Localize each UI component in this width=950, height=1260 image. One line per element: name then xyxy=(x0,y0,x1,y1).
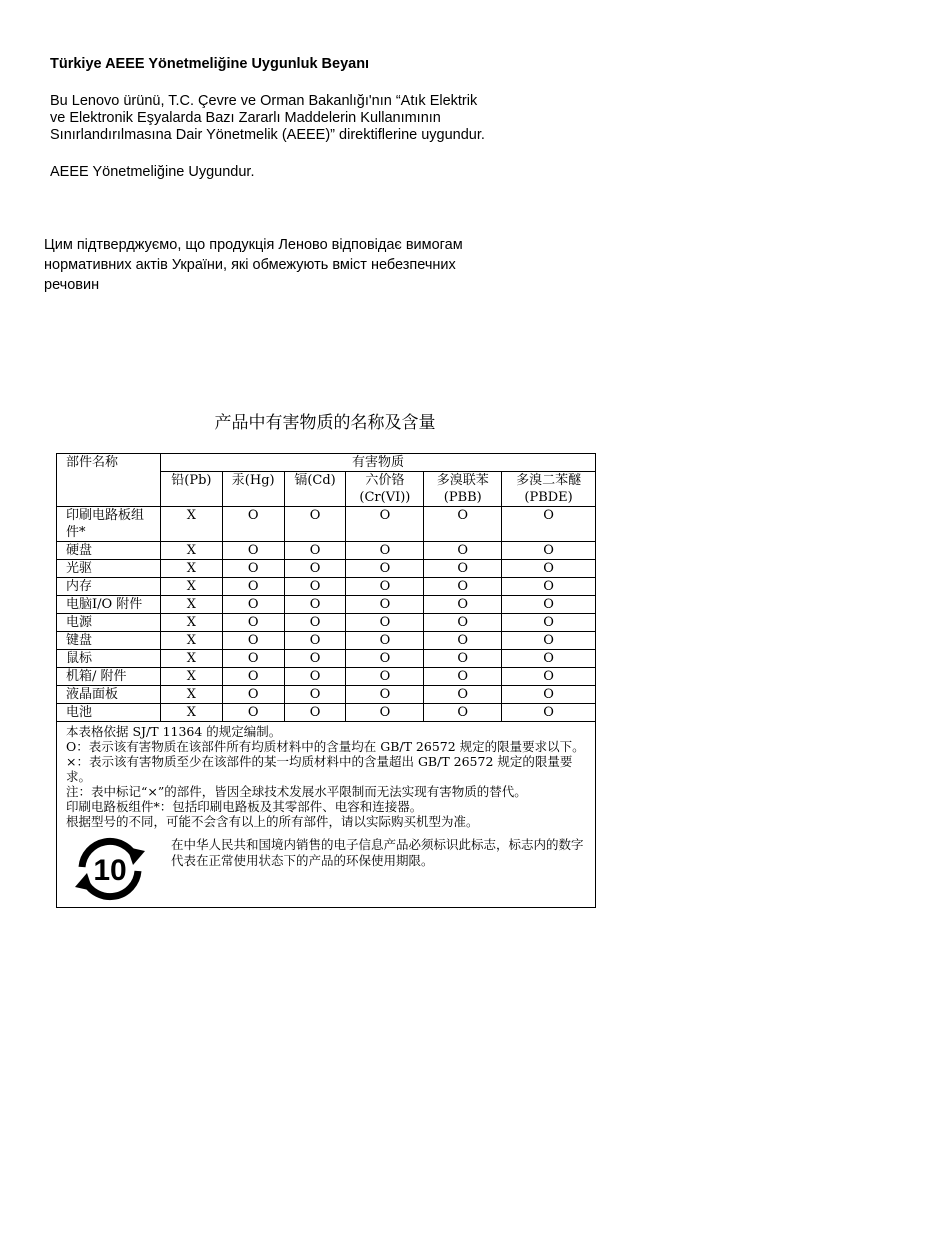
substance-column-header xyxy=(502,472,596,507)
substance-value-cell: O xyxy=(424,578,502,596)
substance-column-header xyxy=(284,472,346,507)
substance-column-header xyxy=(222,472,284,507)
ukrainian-declaration: Цим підтверджуємо, що продукція Леново відповідає вимогам нормативних актів України, які обмежують вміст небезпечних речовин xyxy=(44,237,463,293)
substance-value-cell: O xyxy=(502,596,596,614)
table-row xyxy=(57,542,596,560)
substance-value-cell: O xyxy=(424,596,502,614)
part-name: 光驱 xyxy=(66,561,93,576)
substance-value-cell: O xyxy=(222,560,284,578)
substance-value-cell: O xyxy=(222,596,284,614)
table-header-row xyxy=(57,454,596,472)
hazardous-substances-table xyxy=(56,453,596,908)
part-name-header: 部件名称 xyxy=(57,454,161,507)
part-name-cell xyxy=(57,632,161,650)
substance-value-cell: X xyxy=(160,560,222,578)
substance-symbol: (PBDE) xyxy=(524,490,573,505)
substance-value-cell: O xyxy=(502,650,596,668)
substance-value-cell: O xyxy=(222,668,284,686)
substance-value-cell: O xyxy=(424,686,502,704)
substance-value-cell: O xyxy=(284,507,346,542)
table-note: O：表示该有害物质在该部件所有均质材料中的含量均在 GB/T 26572 规定的限量要求以下。 xyxy=(66,739,585,754)
substance-value-cell: O xyxy=(502,542,596,560)
substance-value-cell: O xyxy=(346,542,424,560)
substance-value-cell: O xyxy=(502,578,596,596)
china-rohs-title: 产品中有害物质的名称及含量 xyxy=(214,413,436,432)
table-note: 根据型号的不同，可能不会含有以上的所有部件，请以实际购买机型为准。 xyxy=(66,814,479,829)
epup-description: 在中华人民共和国境内销售的电子信息产品必须标识此标志，标志内的数字代表在正常使用状态下的产品的环保使用期限。 xyxy=(171,837,584,868)
substance-value-cell: X xyxy=(160,668,222,686)
substance-value-cell: O xyxy=(284,560,346,578)
substance-value-cell: O xyxy=(284,542,346,560)
substance-value-cell: X xyxy=(160,704,222,722)
substance-value-cell: O xyxy=(284,686,346,704)
turkish-title: Türkiye AEEE Yönetmeliğine Uygunluk Beyanı xyxy=(50,56,370,72)
substance-value-cell: X xyxy=(160,542,222,560)
substance-value-cell: O xyxy=(346,578,424,596)
substance-value-cell: O xyxy=(222,686,284,704)
substance-column-header xyxy=(346,472,424,507)
part-name-cell xyxy=(57,596,161,614)
epup-logo-icon xyxy=(71,837,149,901)
part-name-cell xyxy=(57,704,161,722)
substance-value-cell: O xyxy=(346,560,424,578)
substance-value-cell: X xyxy=(160,632,222,650)
substance-value-cell: O xyxy=(424,704,502,722)
part-name: 液晶面板 xyxy=(66,687,119,702)
table-row xyxy=(57,686,596,704)
part-name: 鼠标 xyxy=(66,651,93,666)
substance-column-header xyxy=(424,472,502,507)
substance-value-cell: O xyxy=(346,704,424,722)
substance-value-cell: O xyxy=(424,560,502,578)
substance-value-cell: O xyxy=(424,614,502,632)
substance-value-cell: X xyxy=(160,507,222,542)
substance-value-cell: O xyxy=(346,668,424,686)
substance-value-cell: O xyxy=(502,668,596,686)
substance-value-cell: O xyxy=(346,507,424,542)
turkish-conformity: AEEE Yönetmeliğine Uygundur. xyxy=(50,164,255,180)
part-name-cell xyxy=(57,560,161,578)
substance-value-cell: O xyxy=(346,650,424,668)
table-row xyxy=(57,596,596,614)
turkish-body: Bu Lenovo ürünü, T.C. Çevre ve Orman Bakanlığı'nın “Atık Elektrik ve Elektronik Eşyalarda Bazı Zararlı Maddelerin Kullanımının Sınırlandırılmasına Dair Yönetmelik (AEEE)” direktiflerine uygundur. xyxy=(50,93,485,143)
substance-value-cell: O xyxy=(424,507,502,542)
part-name-cell xyxy=(57,668,161,686)
part-name: 印刷电路板组件* xyxy=(66,508,145,540)
substance-value-cell: O xyxy=(346,614,424,632)
turkish-declaration xyxy=(50,56,570,181)
substance-value-cell: O xyxy=(502,686,596,704)
substance-value-cell: O xyxy=(284,596,346,614)
part-name: 电源 xyxy=(66,615,93,630)
substance-value-cell: O xyxy=(284,578,346,596)
substance-name: 铅(Pb) xyxy=(171,473,212,488)
substances-header: 有害物质 xyxy=(160,454,595,472)
substance-value-cell: O xyxy=(424,668,502,686)
substance-name: 多溴联苯 xyxy=(436,473,489,488)
substance-name: 汞(Hg) xyxy=(231,473,275,488)
substance-value-cell: O xyxy=(502,632,596,650)
substance-value-cell: O xyxy=(424,632,502,650)
part-name: 键盘 xyxy=(66,633,93,648)
substance-value-cell: O xyxy=(502,614,596,632)
table-row xyxy=(57,578,596,596)
substance-value-cell: O xyxy=(284,668,346,686)
substance-value-cell: X xyxy=(160,686,222,704)
table-note: 注：表中标记“×”的部件，皆因全球技术发展水平限制而无法实现有害物质的替代。 xyxy=(66,784,527,799)
table-row xyxy=(57,668,596,686)
substance-value-cell: X xyxy=(160,578,222,596)
substance-value-cell: O xyxy=(222,578,284,596)
part-name-cell xyxy=(57,542,161,560)
substance-value-cell: O xyxy=(222,542,284,560)
substance-name: 镉(Cd) xyxy=(294,473,336,488)
notes-cell xyxy=(57,722,596,908)
notes-row xyxy=(57,722,596,908)
part-name-cell xyxy=(57,650,161,668)
substance-value-cell: O xyxy=(502,560,596,578)
substance-value-cell: O xyxy=(424,650,502,668)
substance-value-cell: X xyxy=(160,596,222,614)
substance-symbol: (Cr(VI)) xyxy=(359,490,411,505)
part-name: 硬盘 xyxy=(66,543,93,558)
substance-value-cell: O xyxy=(222,650,284,668)
substance-value-cell: O xyxy=(502,507,596,542)
part-name: 电脑I/O 附件 xyxy=(66,597,143,612)
substance-value-cell: O xyxy=(346,632,424,650)
substance-name: 多溴二苯醚 xyxy=(516,473,582,488)
table-row xyxy=(57,560,596,578)
table-note: 印刷电路板组件*：包括印刷电路板及其零部件、电容和连接器。 xyxy=(66,799,423,814)
part-name-cell xyxy=(57,686,161,704)
substance-name: 六价铬 xyxy=(365,473,405,488)
table-row xyxy=(57,704,596,722)
substance-column-header xyxy=(160,472,222,507)
part-name: 内存 xyxy=(66,579,93,594)
part-name-cell xyxy=(57,507,161,542)
table-note: ×：表示该有害物质至少在该部件的某一均质材料中的含量超出 GB/T 26572 规定的限量要求。 xyxy=(66,754,573,784)
substance-value-cell: O xyxy=(284,704,346,722)
substance-value-cell: O xyxy=(346,686,424,704)
part-name-cell xyxy=(57,614,161,632)
table-row xyxy=(57,614,596,632)
substance-value-cell: O xyxy=(424,542,502,560)
table-row xyxy=(57,632,596,650)
substance-value-cell: O xyxy=(284,614,346,632)
substance-value-cell: O xyxy=(284,650,346,668)
part-name-cell xyxy=(57,578,161,596)
table-row xyxy=(57,650,596,668)
part-name: 机箱/ 附件 xyxy=(66,669,127,684)
substance-symbol: (PBB) xyxy=(443,490,482,505)
substance-value-cell: O xyxy=(222,704,284,722)
substance-value-cell: O xyxy=(222,632,284,650)
substance-value-cell: X xyxy=(160,614,222,632)
substance-value-cell: O xyxy=(346,596,424,614)
epup-section xyxy=(66,837,587,901)
part-name: 电池 xyxy=(66,705,93,720)
substance-value-cell: O xyxy=(502,704,596,722)
notes-list xyxy=(66,724,587,829)
substance-value-cell: O xyxy=(284,632,346,650)
substance-value-cell: O xyxy=(222,614,284,632)
table-row xyxy=(57,507,596,542)
table-note: 本表格依据 SJ/T 11364 的规定编制。 xyxy=(66,724,282,739)
substance-value-cell: O xyxy=(222,507,284,542)
epup-number: 10 xyxy=(93,854,127,887)
substance-value-cell: X xyxy=(160,650,222,668)
